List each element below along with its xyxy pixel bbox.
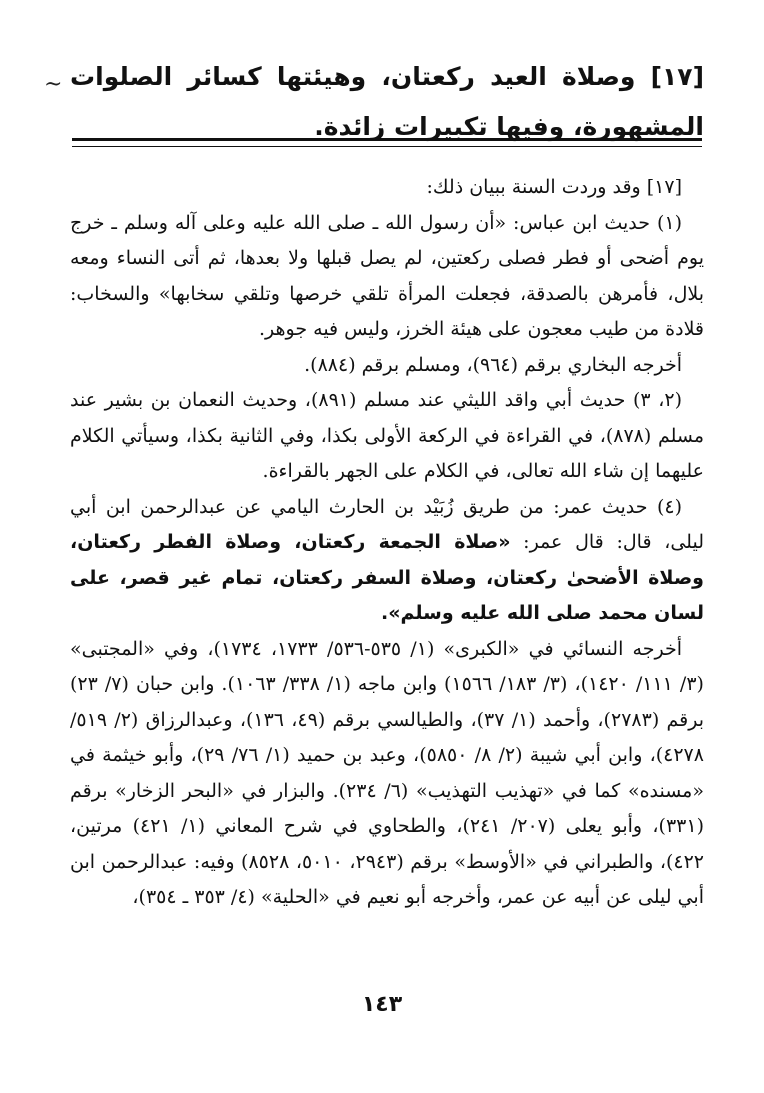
hadith-1-source: أخرجه البخاري برقم (٩٦٤)، ومسلم برقم (٨٨٤). (304, 353, 682, 376)
hadith-4-sources: أخرجه النسائي في «الكبرى» (١/ ٥٣٥-٥٣٦/ ١٧٣٣، ١٧٣٤)، وفي «المجتبى» (٣/ ١١١/ ١٤٢٠)، (٣/ ١٨٣/ ١٥٦٦) وابن ماجه (١/ ٣٣٨/ ١٠٦٣). وابن حبان (٧/ ٢٣) برقم (٢٧٨٣)، وأحمد (١/ ٣٧)، والطيالسي برقم (٤٩، ١٣٦)، وعبدالرزاق (٢/ ٥١٩/ ٤٢٧٨)، وابن أبي شيبة (٢/ ٨/ ٥٨٥٠)، وعبد بن حميد (١/ ٧٦/ ٢٩)، وأبو خيثمة في «مسنده» كما في «تهذيب التهذيب» (٦/ ٢٣٤). والبزار في «البحر الزخار» برقم (٣٣١)، وأبو يعلى (٢٠٧/ ٢٤١)، والطحاوي في شرح المعاني (١/ ٤٢١) مرتين، ٤٢٢)، والطبراني في «الأوسط» برقم (٢٩٤٣، ٥٠١٠، ٨٥٢٨) وفيه: عبدالرحمن ابن أبي ليلى عن أبيه عن عمر، وأخرجه أبو نعيم في «الحلية» (٤/ ٣٥٣ ـ ٣٥٤)، (70, 637, 704, 908)
heading-rule-thick (72, 138, 702, 141)
page-number: ١٤٣ (361, 992, 403, 1017)
hadith-1: (١) حديث ابن عباس: «أن رسول الله ـ صلى الله عليه وعلى آله وسلم ـ خرج يوم أضحى أو فطر فصلى ركعتين، لم يصل قبلها ولا بعدها، ثم أتى النساء ومعه بلال، فأمرهن بالصدقة، فجعلت المرأة تلقي خرصها وتلقي سخابها» والسخاب: قلادة من طيب معجون على هيئة الخرز، وليس فيه جوهر. (70, 211, 704, 340)
hadith-2-3: (٢، ٣) حديث أبي واقد الليثي عند مسلم (٨٩١)، وحديث النعمان بن بشير عند مسلم (٨٧٨)، في القراءة في الركعة الأولى بكذا، وفي الثانية بكذا، وسيأتي الكلام عليهما إن شاء الله تعالى، في الكلام على الجهر بالقراءة. (70, 389, 705, 482)
hadith-4-intro: (٤) حديث عمر: من طريق زُبَيْد بن الحارث اليامي عن عبدالرحمن ابن أبي ليلى، قال: قال عمر: (70, 495, 704, 553)
hadith-4 (70, 490, 704, 632)
margin-mark: ~ (44, 72, 63, 97)
commentary-body (70, 170, 704, 916)
hadith-4-quote: «صلاة الجمعة ركعتان، وصلاة الفطر ركعتان، وصلاة الأضحىٰ ركعتان، وصلاة السفر ركعتان، تمام غير قصر، على لسان محمد صلى الله عليه وسلم». (70, 531, 704, 624)
section-heading: [١٧] وصلاة العيد ركعتان، وهيئتها كسائر الصلوات المشهورة، وفيها تكبيرات زائدة. (70, 62, 704, 141)
heading-rule-thin (72, 146, 702, 147)
intro-line: [١٧] وقد وردت السنة ببيان ذلك: (426, 176, 682, 198)
